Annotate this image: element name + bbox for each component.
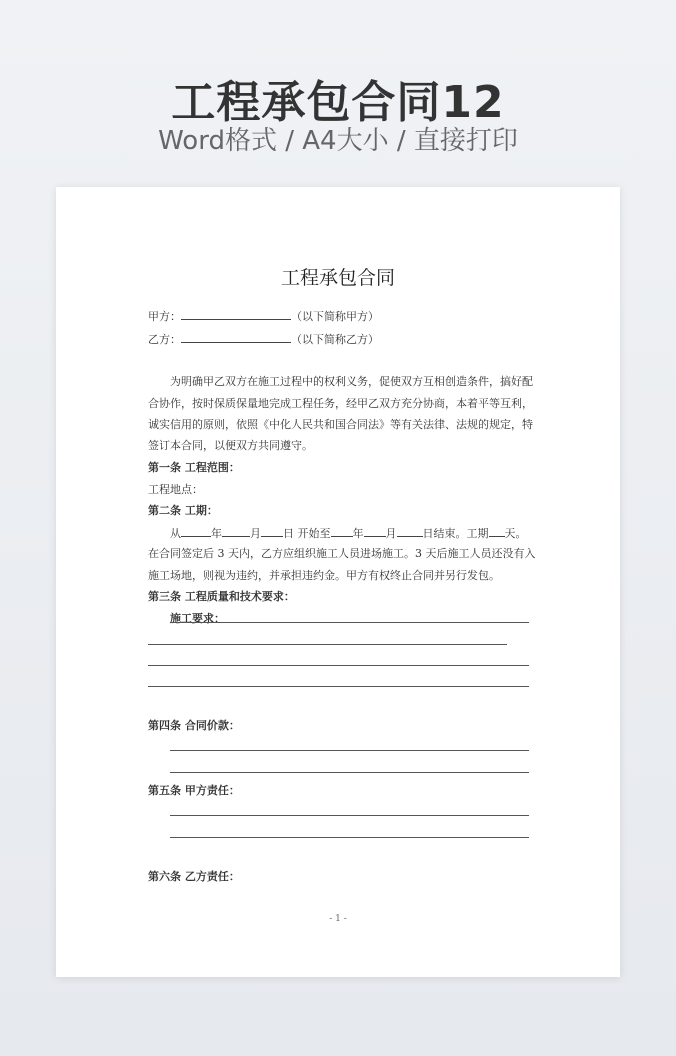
document-title: 工程承包合同: [280, 267, 395, 289]
blank-line: [170, 837, 529, 838]
blank: [181, 524, 211, 537]
blank-line: [148, 644, 507, 645]
page-number: - 1 -: [329, 914, 347, 924]
blank: [489, 524, 505, 537]
construction-requirements-label: 施工要求：: [170, 612, 225, 625]
document-page: [56, 187, 620, 977]
blank-line: [148, 665, 529, 666]
article-2-dates: [170, 524, 527, 541]
month-text-2: 月: [385, 527, 397, 540]
blank: [261, 524, 283, 537]
blank-line: [148, 686, 529, 687]
party-b-blank: [181, 330, 291, 343]
blank: [364, 524, 386, 537]
party-a-suffix: （以下简称甲方）: [291, 310, 379, 323]
blank-line: [170, 815, 529, 816]
intro-line-2: 合协作，按时保质保量地完成工程任务，经甲乙双方充分协商，本着平等互利，: [148, 397, 533, 410]
intro-line-3: 诚实信用的原则，依照《中化人民共和国合同法》等有关法律、法规的规定，特: [148, 418, 533, 431]
blank: [331, 524, 353, 537]
day-end-text: 日结束。工期: [422, 527, 489, 540]
day-start-text: 日 开始至: [283, 527, 331, 540]
intro-line-1: 为明确甲乙双方在施工过程中的权利义务，促使双方互相创造条件，搞好配: [170, 375, 533, 388]
article-6-title: 第六条 乙方责任：: [148, 870, 240, 883]
from-text: 从: [170, 527, 181, 540]
party-a-blank: [181, 307, 291, 320]
hero-subtitle: Word格式 / A4大小 / 直接打印: [158, 126, 518, 156]
blank: [222, 524, 250, 537]
article-3-title: 第三条 工程质量和技术要求：: [148, 590, 295, 603]
blank: [397, 524, 423, 537]
year-text-2: 年: [352, 527, 364, 540]
party-a-label: 甲方：: [148, 310, 181, 323]
intro-line-4: 签订本合同，以便双方共同遵守。: [148, 439, 313, 452]
days-text: 天。: [504, 527, 527, 540]
article-1-location: 工程地点：: [148, 483, 203, 496]
party-a-line: [148, 307, 379, 324]
year-text: 年: [211, 527, 222, 540]
article-4-title: 第四条 合同价款：: [148, 719, 240, 732]
blank-line: [170, 772, 529, 773]
party-b-line: [148, 330, 379, 347]
blank-line: [170, 622, 529, 623]
article-2-title: 第二条 工期：: [148, 504, 218, 517]
article-2-line-3: 施工场地，则视为违约，并承担违约金。甲方有权终止合同并另行发包。: [148, 569, 500, 582]
month-text: 月: [250, 527, 261, 540]
blank-line: [170, 750, 529, 751]
party-b-label: 乙方：: [148, 333, 181, 346]
party-b-suffix: （以下简称乙方）: [291, 333, 379, 346]
article-5-title: 第五条 甲方责任：: [148, 784, 240, 797]
article-2-line-2: 在合同签定后 3 天内，乙方应组织施工人员进场施工。3 天后施工人员还没有入: [148, 547, 536, 560]
article-1-title: 第一条 工程范围：: [148, 461, 240, 474]
hero-title: 工程承包合同12: [171, 77, 505, 128]
